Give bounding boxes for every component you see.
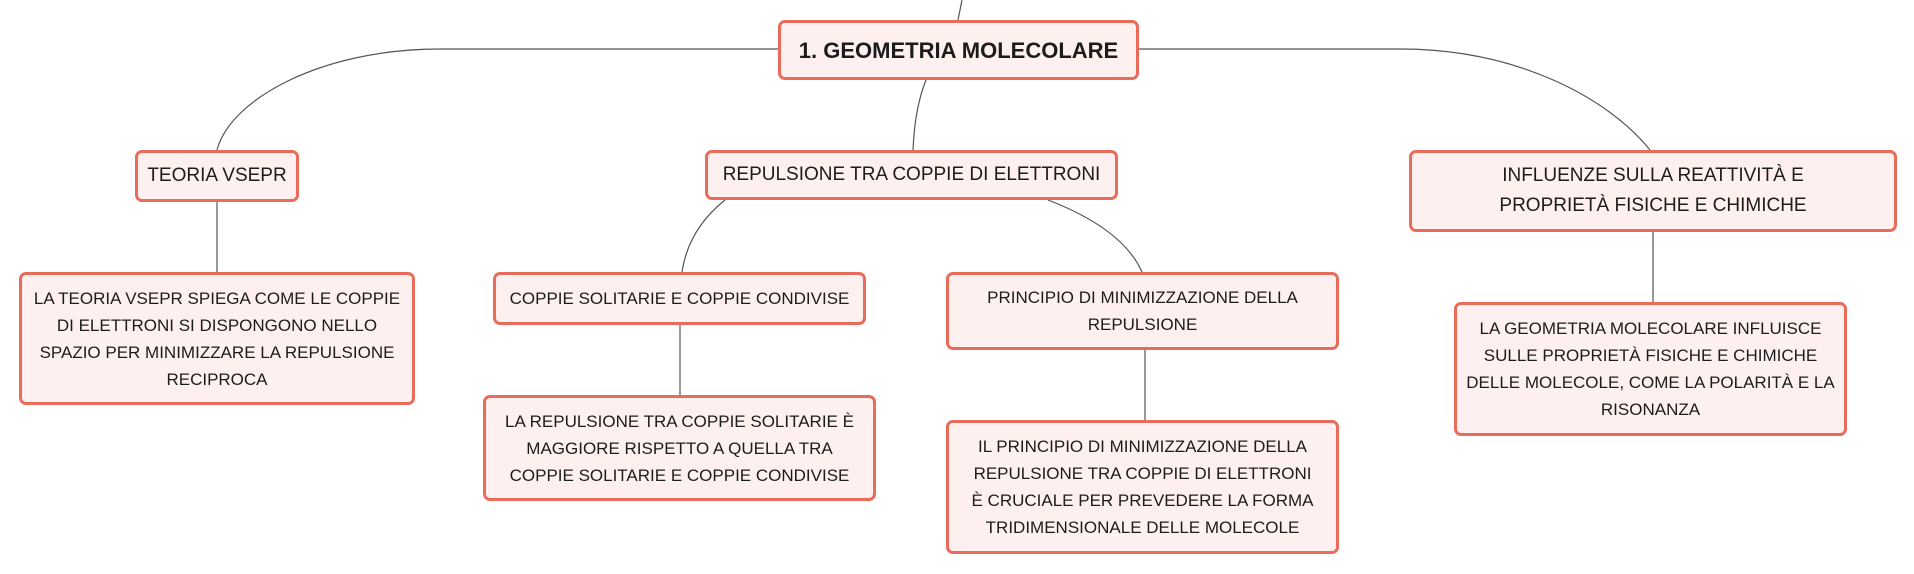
teoria-vsepr-description-node[interactable]: [19, 272, 415, 405]
principio-minimizzazione-label: PRINCIPIO DI MINIMIZZAZIONE DELLA REPULSIONE: [987, 288, 1298, 334]
principio-description-node[interactable]: [946, 420, 1339, 554]
branch-repulsione-label: REPULSIONE TRA COPPIE DI ELETTRONI: [722, 164, 1101, 185]
influenze-description-node[interactable]: [1454, 302, 1847, 436]
connector-from-parent: [958, 0, 962, 20]
branch-teoria-vsepr-node[interactable]: [135, 150, 299, 202]
branch-influenze-node[interactable]: [1409, 150, 1897, 232]
teoria-vsepr-description-label: LA TEORIA VSEPR SPIEGA COME LE COPPIE DI ELETTRONI SI DISPONGONO NELLO SPAZIO PER MINIMIZZARE LA REPULSIONE RECIPROCA: [33, 288, 401, 389]
connector-repulsione-to-principio: [1048, 200, 1142, 272]
connector-repulsione-to-coppie: [682, 200, 725, 272]
connector-root-to-teoria-vsepr: [217, 49, 778, 150]
branch-repulsione-node[interactable]: [705, 150, 1118, 200]
branch-influenze-label: INFLUENZE SULLA REATTIVITÀ E PROPRIETÀ FISICHE E CHIMICHE: [1499, 165, 1807, 216]
influenze-description-label: LA GEOMETRIA MOLECOLARE INFLUISCE SULLE PROPRIETÀ FISICHE E CHIMICHE DELLE MOLECOLE, COME LA POLARITÀ E LA RISONANZA: [1466, 319, 1835, 419]
principio-minimizzazione-node[interactable]: [946, 272, 1339, 350]
coppie-solitarie-label: COPPIE SOLITARIE E COPPIE CONDIVISE: [509, 289, 850, 308]
coppie-solitarie-node[interactable]: [493, 272, 866, 325]
coppie-solitarie-description-node[interactable]: [483, 395, 876, 501]
connector-root-to-influenze: [1139, 49, 1650, 150]
coppie-solitarie-description-label: LA REPULSIONE TRA COPPIE SOLITARIE È MAGGIORE RISPETTO A QUELLA TRA COPPIE SOLITARIE E COPPIE CONDIVISE: [505, 411, 854, 485]
connector-root-to-repulsione: [913, 80, 926, 150]
branch-teoria-vsepr-label: TEORIA VSEPR: [147, 165, 287, 186]
root-topic-node[interactable]: [778, 20, 1139, 80]
principio-description-label: IL PRINCIPIO DI MINIMIZZAZIONE DELLA REPULSIONE TRA COPPIE DI ELETTRONI È CRUCIALE PER PREVEDERE LA FORMA TRIDIMENSIONALE DELLE MOLECOLE: [971, 437, 1314, 537]
root-topic-label: 1. GEOMETRIA MOLECOLARE: [798, 37, 1119, 63]
